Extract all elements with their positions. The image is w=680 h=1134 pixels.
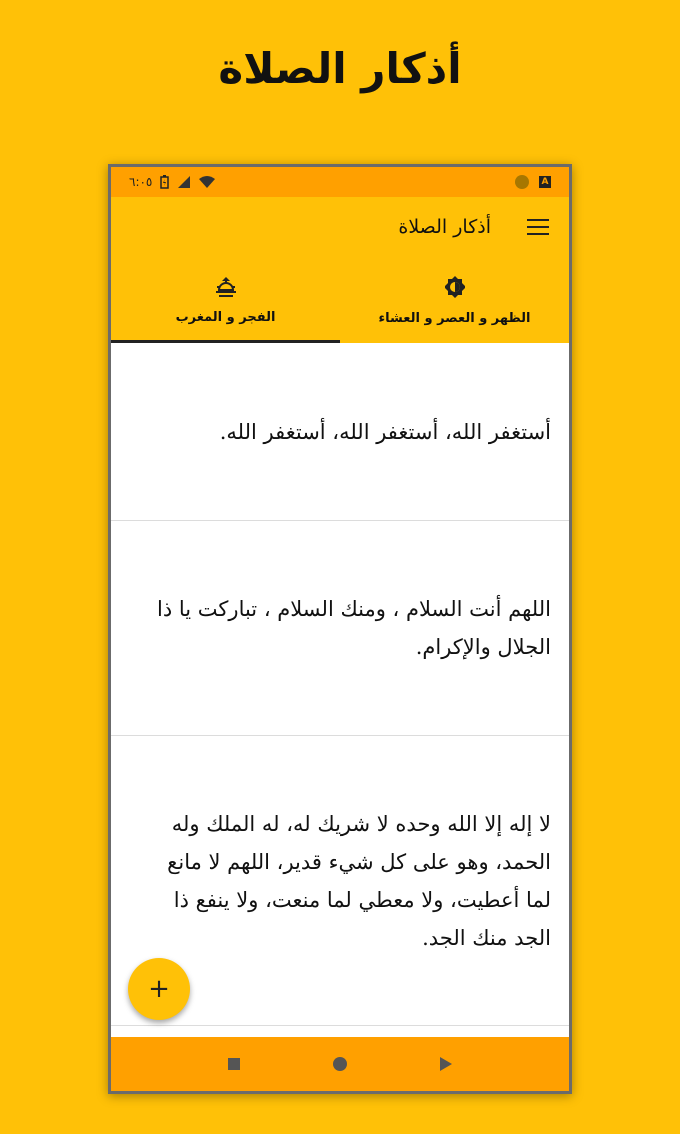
dhikr-text: أستغفر الله، أستغفر الله، أستغفر الله. xyxy=(219,419,551,444)
tab-bar xyxy=(111,257,569,343)
signal-icon xyxy=(177,175,191,189)
sunrise-icon xyxy=(214,276,238,298)
home-icon xyxy=(333,1057,347,1071)
notification-dot-icon xyxy=(515,175,529,189)
dhikr-text: اللهم أنت السلام ، ومنك السلام ، تباركت يا ذا الجلال والإكرام. xyxy=(157,597,551,659)
system-nav-bar xyxy=(111,1037,569,1091)
app-title: أذكار الصلاة xyxy=(398,216,491,238)
dhikr-card[interactable] xyxy=(111,521,569,736)
recents-icon xyxy=(228,1058,240,1070)
recents-button[interactable] xyxy=(220,1050,248,1078)
back-icon xyxy=(440,1057,452,1071)
wifi-icon xyxy=(199,175,215,189)
tab-label-fajr-maghrib: الفجر و المغرب xyxy=(175,309,276,325)
back-button[interactable] xyxy=(432,1050,460,1078)
status-left xyxy=(129,175,215,189)
home-button[interactable] xyxy=(326,1050,354,1078)
promo-title: أذكار الصلاة xyxy=(218,44,462,93)
dhikr-card[interactable] xyxy=(111,343,569,521)
tab-label-dhuhr-asr-isha: الظهر و العصر و العشاء xyxy=(378,310,531,326)
add-button[interactable]: + xyxy=(128,958,190,1020)
phone-frame xyxy=(108,164,572,1094)
status-right xyxy=(515,175,551,189)
menu-icon[interactable] xyxy=(527,219,549,235)
brightness-icon xyxy=(443,275,467,299)
status-time: ٦:٠٥ xyxy=(129,175,153,189)
app-bar xyxy=(111,197,569,257)
notification-a-icon: A xyxy=(539,176,551,188)
battery-icon xyxy=(160,175,169,189)
adhkar-list xyxy=(111,343,569,1037)
dhikr-text: لا إله إلا الله وحده لا شريك له، له الملك وله الحمد، وهو على كل شيء قدير، اللهم لا مانع لما أعطيت، ولا معطي لما منعت، ولا ينفع ذا الجد منك الجد. xyxy=(167,811,551,950)
tab-fajr-maghrib[interactable] xyxy=(111,257,340,343)
status-bar xyxy=(111,167,569,197)
tab-dhuhr-asr-isha[interactable] xyxy=(340,257,569,343)
